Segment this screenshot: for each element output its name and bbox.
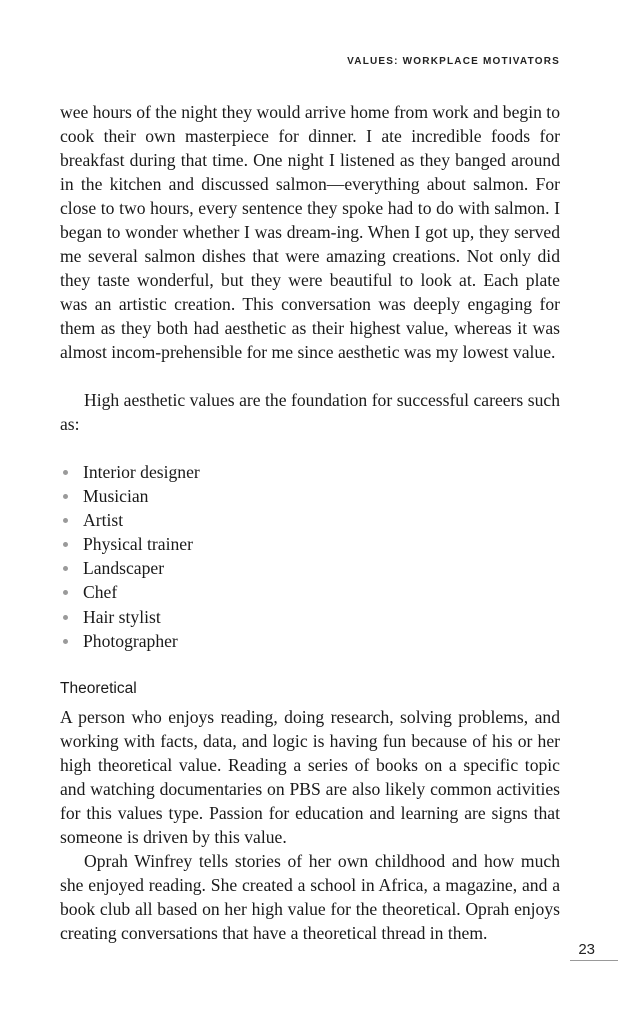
careers-bullet-list	[60, 460, 560, 653]
page-number-rule	[570, 960, 618, 961]
paragraph-salmon-story: wee hours of the night they would arrive home from work and begin to cook their own masterpiece for dinner. I ate incredible foods for breakfast during that time. One night I listened as they banged around in the kitchen and discussed salmon—everything about salmon. For close to two hours, every sentence they spoke had to do with salmon. I began to wonder whether I was dream-ing. When I got up, they served me several salmon dishes that were amazing creations. Not only did they taste wonderful, but they were beautiful to look at. Each plate was an artistic creation. This conversation was deeply engaging for them as they both had aesthetic as their highest value, whereas it was almost incom-prehensible for me since aesthetic was my lowest value.	[60, 102, 560, 362]
paragraph-theoretical-definition: A person who enjoys reading, doing research, solving problems, and working with facts, data, and logic is having fun because of his or her high theoretical value. Reading a series of books on a specific topic and watching documentaries on PBS are also likely common activities for this values type. Passion for education and learning are signs that someone is driven by this value.	[60, 707, 560, 847]
list-item: Hair stylist	[60, 605, 560, 629]
list-item: Photographer	[60, 629, 560, 653]
list-item: Interior designer	[60, 460, 560, 484]
list-item: Artist	[60, 508, 560, 532]
paragraph-oprah-example: Oprah Winfrey tells stories of her own childhood and how much she enjoyed reading. She created a school in Africa, a magazine, and a book club all based on her high value for the theoretical. Oprah enjoys creating conversations that have a theoretical thread in them.	[60, 851, 560, 943]
list-item: Physical trainer	[60, 532, 560, 556]
list-item: Chef	[60, 580, 560, 604]
paragraph-aesthetic-careers-intro: High aesthetic values are the foundation for successful careers such as:	[60, 390, 560, 434]
page-number: 23	[578, 941, 595, 958]
list-item: Musician	[60, 484, 560, 508]
list-item: Landscaper	[60, 556, 560, 580]
section-heading-theoretical: Theoretical	[60, 680, 137, 697]
running-header: VALUES: WORKPLACE MOTIVATORS	[347, 56, 560, 67]
